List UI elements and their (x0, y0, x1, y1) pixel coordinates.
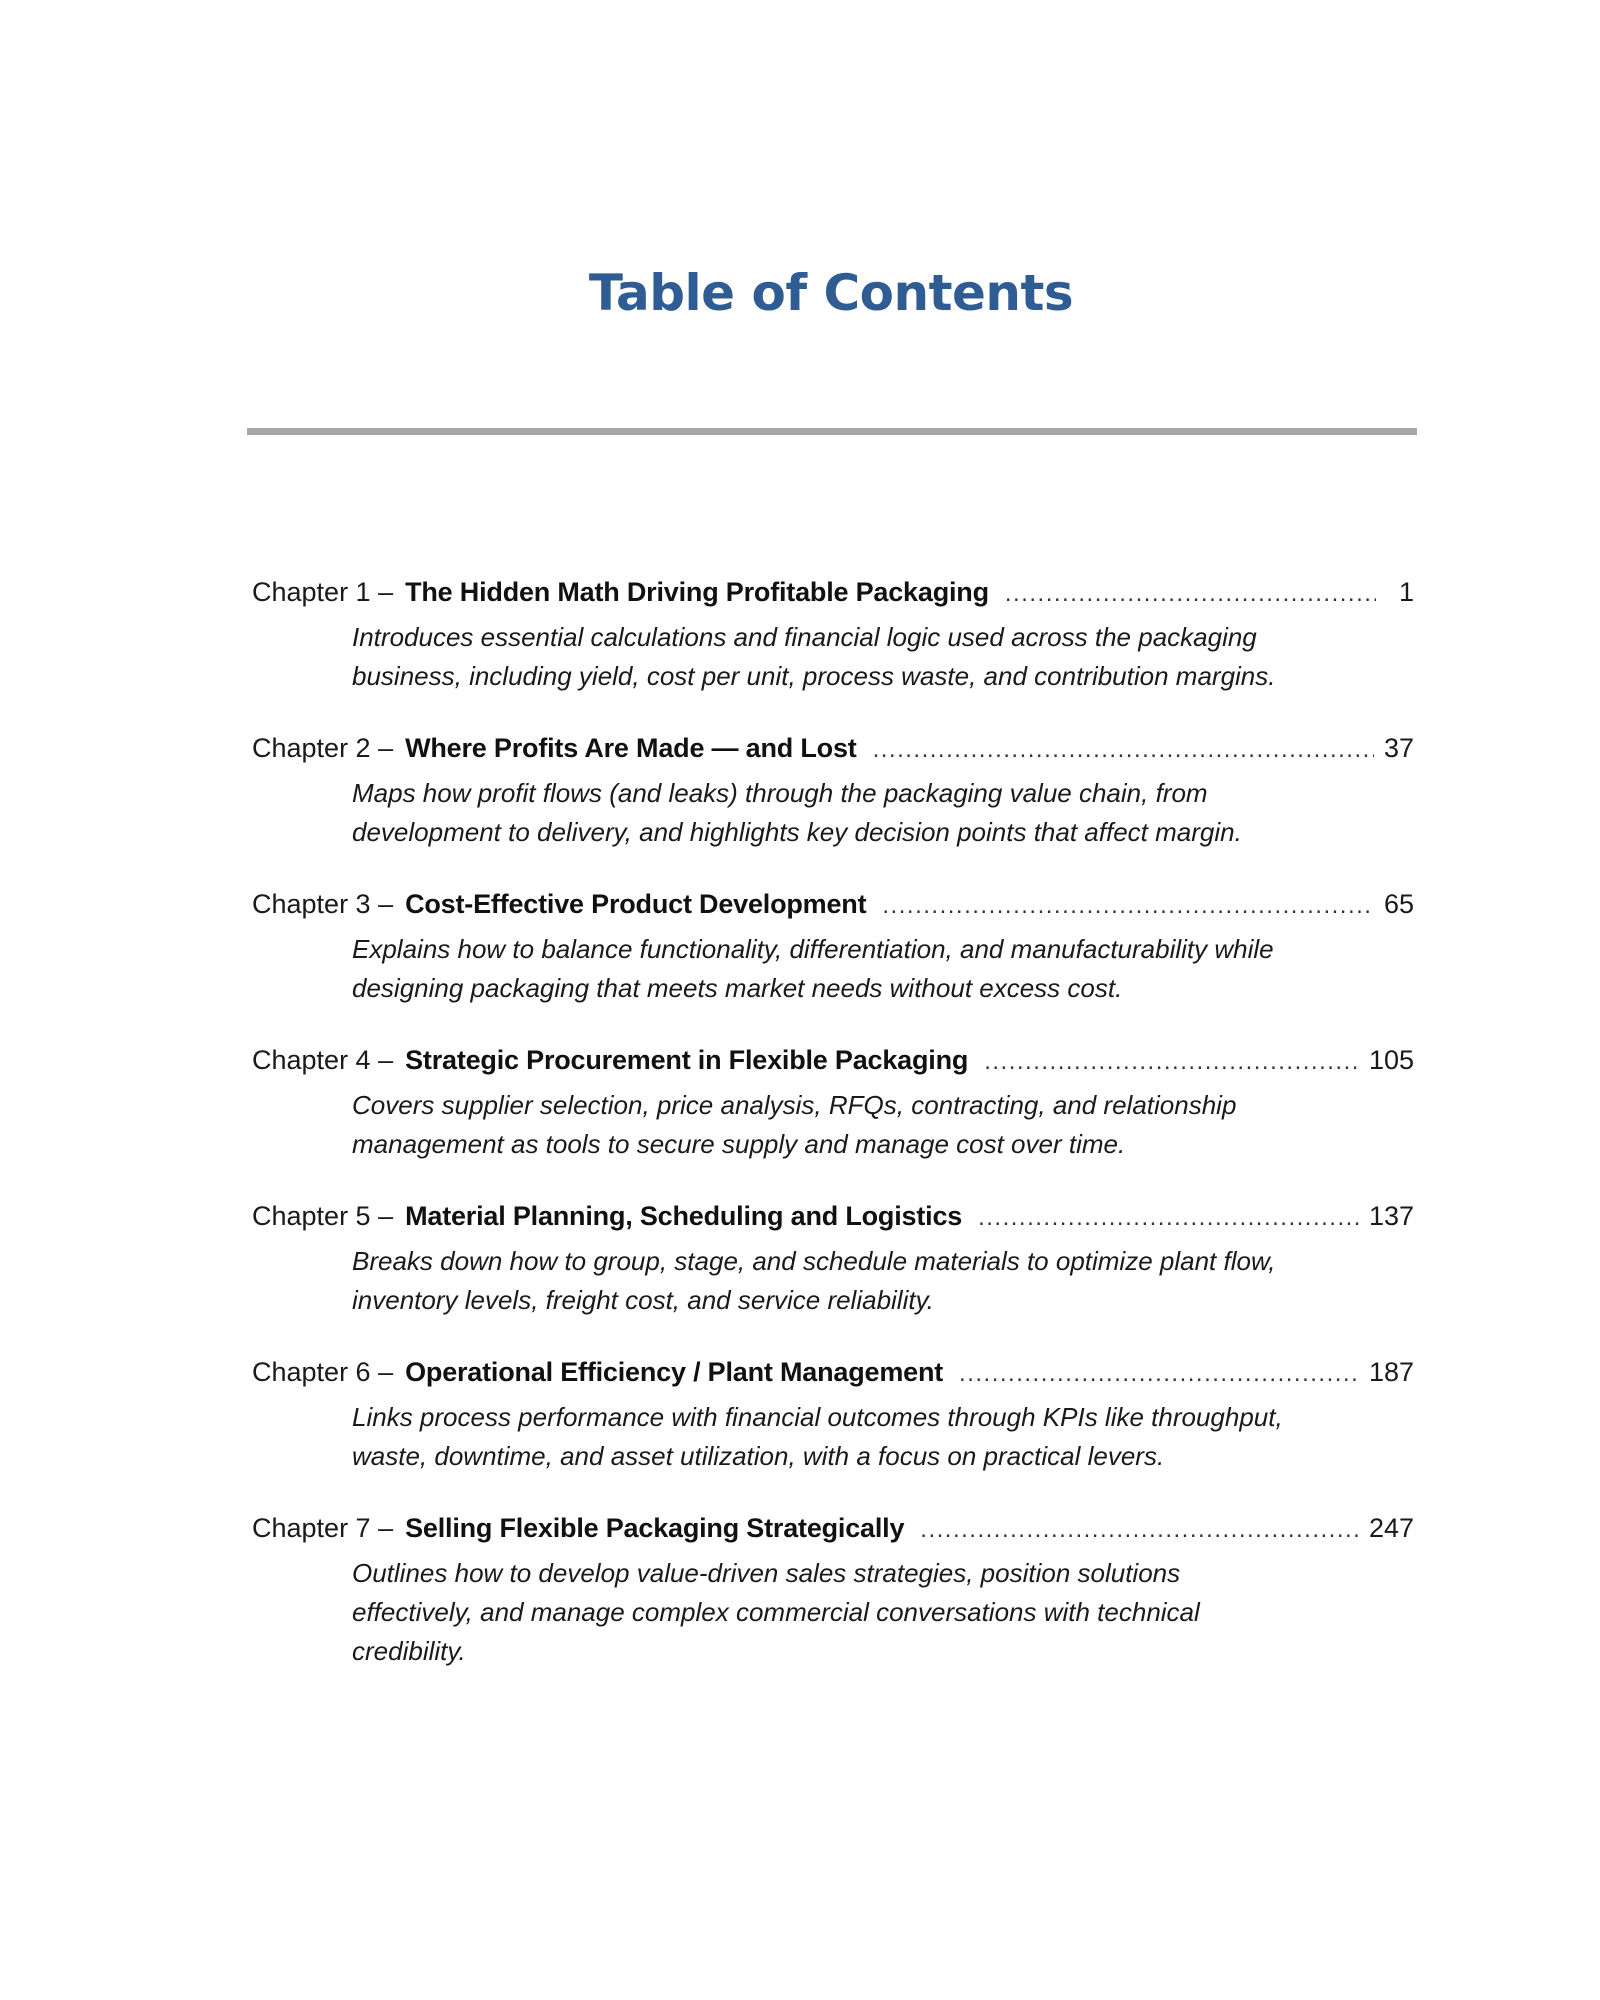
toc-entry-line (252, 1034, 1414, 1086)
dot-leader (959, 1348, 1359, 1400)
chapter-label: Chapter 5 – (252, 1201, 394, 1231)
chapter-label: Chapter 2 – (252, 733, 394, 763)
page-title: Table of Contents (588, 264, 1074, 322)
toc-entry-line (252, 722, 1414, 774)
chapter-description: Maps how profit flows (and leaks) through the packaging value chain, from development to delivery, and highlights key decision points that affect margin. (352, 778, 1242, 847)
toc-entry-chapter-5[interactable] (252, 1190, 1414, 1320)
page-number[interactable]: 65 (1383, 889, 1414, 919)
chapter-title[interactable]: Where Profits Are Made — and Lost (405, 733, 857, 763)
page-number[interactable]: 247 (1368, 1513, 1414, 1543)
toc-entry-line (252, 1502, 1414, 1554)
toc-entry-chapter-4[interactable] (252, 1034, 1414, 1164)
chapter-label: Chapter 6 – (252, 1357, 394, 1387)
chapter-label: Chapter 1 – (252, 577, 394, 607)
title-divider (247, 428, 1417, 435)
toc-entry-line (252, 1346, 1414, 1398)
chapter-description: Covers supplier selection, price analysis, RFQs, contracting, and relationship management as tools to secure supply and manage cost over time. (352, 1090, 1237, 1159)
chapter-description: Introduces essential calculations and financial logic used across the packaging business, including yield, cost per unit, process waste, and contribution margins. (352, 622, 1276, 691)
toc-entry-line (252, 1190, 1414, 1242)
dot-leader (978, 1192, 1359, 1244)
toc-entry-line (252, 878, 1414, 930)
chapter-label: Chapter 7 – (252, 1513, 394, 1543)
chapter-label: Chapter 3 – (252, 889, 394, 919)
page-number[interactable]: 105 (1368, 1045, 1414, 1075)
chapter-description: Breaks down how to group, stage, and schedule materials to optimize plant flow, inventory levels, freight cost, and service reliability. (352, 1246, 1276, 1315)
page-number[interactable]: 137 (1368, 1201, 1414, 1231)
dot-leader (984, 1036, 1359, 1088)
page-number[interactable]: 37 (1383, 733, 1414, 763)
dot-leader (882, 880, 1374, 932)
page-number[interactable]: 1 (1398, 577, 1414, 607)
dot-leader (1005, 568, 1376, 620)
chapter-description: Links process performance with financial outcomes through KPIs like throughput, waste, downtime, and asset utilization, with a focus on practical levers. (352, 1402, 1283, 1471)
toc-entry-chapter-3[interactable] (252, 878, 1414, 1008)
toc-entry-chapter-6[interactable] (252, 1346, 1414, 1476)
toc-list (252, 566, 1414, 1671)
chapter-title[interactable]: Selling Flexible Packaging Strategically (405, 1513, 905, 1543)
toc-entry-chapter-7[interactable] (252, 1502, 1414, 1671)
chapter-title[interactable]: Strategic Procurement in Flexible Packaging (405, 1045, 969, 1075)
toc-entry-line (252, 566, 1414, 618)
chapter-description: Explains how to balance functionality, differentiation, and manufacturability while designing packaging that meets market needs without excess cost. (352, 934, 1274, 1003)
page-number[interactable]: 187 (1368, 1357, 1414, 1387)
chapter-title[interactable]: Cost-Effective Product Development (405, 889, 867, 919)
dot-leader (873, 724, 1374, 776)
dot-leader (920, 1504, 1359, 1556)
chapter-title[interactable]: Operational Efficiency / Plant Management (405, 1357, 944, 1387)
chapter-label: Chapter 4 – (252, 1045, 394, 1075)
chapter-title[interactable]: Material Planning, Scheduling and Logistics (405, 1201, 963, 1231)
chapter-title[interactable]: The Hidden Math Driving Profitable Packaging (405, 577, 989, 607)
toc-entry-chapter-1[interactable] (252, 566, 1414, 696)
chapter-description: Outlines how to develop value-driven sales strategies, position solutions effectively, and manage complex commercial conversations with technical credibility. (352, 1558, 1200, 1666)
toc-entry-chapter-2[interactable] (252, 722, 1414, 852)
